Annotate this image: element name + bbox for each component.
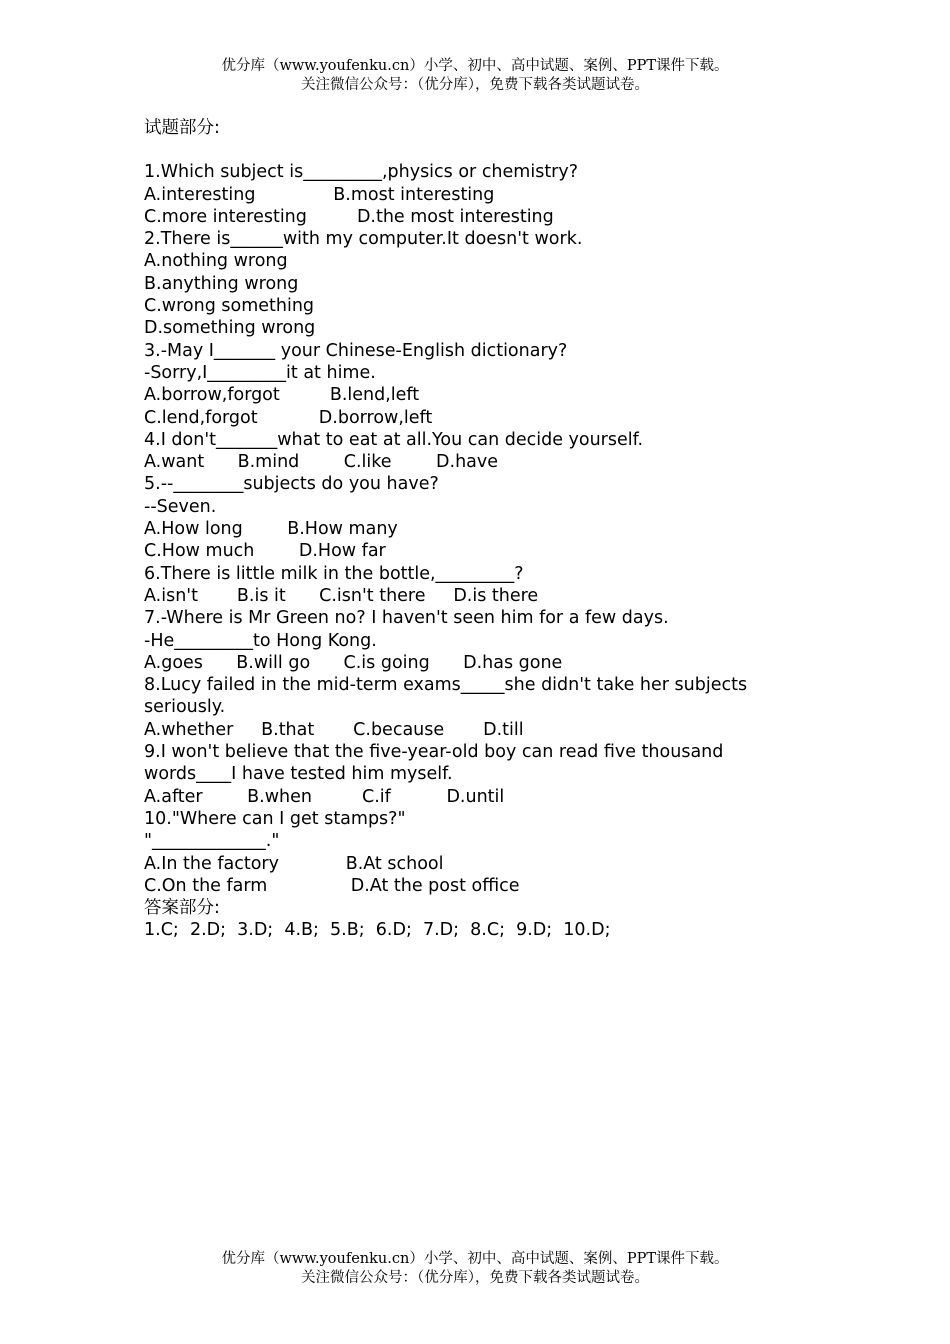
- options-line: A.interesting B.most interesting: [144, 184, 495, 205]
- options-line: A.borrow,forgot B.lend,left: [144, 385, 420, 406]
- page-header: [0, 57, 950, 95]
- options-line: A.In the factory B.At school: [144, 853, 444, 874]
- question-line: "_____________.": [144, 831, 280, 852]
- options-line: A.after B.when C.if D.until: [144, 786, 505, 807]
- footer-line-1: 优分库（www.youfenku.cn）小学、初中、高中试题、案例、PPT课件下载。: [221, 1251, 729, 1267]
- question-line: 1.Which subject is_________,physics or chemistry?: [144, 162, 579, 183]
- options-line: A.goes B.will go C.is going D.has gone: [144, 652, 563, 673]
- question-line: 10."Where can I get stamps?": [144, 808, 406, 829]
- question-line: 6.There is little milk in the bottle,_________?: [144, 563, 524, 584]
- options-line: A.nothing wrong: [144, 251, 288, 272]
- options-line: A.whether B.that C.because D.till: [144, 719, 524, 740]
- question-line: -Sorry,I_________it at hime.: [144, 362, 376, 383]
- question-list: [144, 161, 824, 897]
- options-line: C.wrong something: [144, 296, 315, 317]
- options-line: C.more interesting D.the most interesting: [144, 206, 554, 227]
- question-line: 2.There is______with my computer.It doesn't work.: [144, 229, 583, 250]
- question-line: 3.-May I_______ your Chinese-English dictionary?: [144, 340, 568, 361]
- page-footer: [0, 1250, 950, 1288]
- document-body: [144, 117, 824, 942]
- header-line-2: 关注微信公众号：（优分库），免费下载各类试题试卷。: [301, 77, 649, 93]
- options-line: D.something wrong: [144, 318, 316, 339]
- options-line: A.isn't B.is it C.isn't there D.is there: [144, 585, 539, 606]
- options-line: A.How long B.How many: [144, 519, 398, 540]
- options-line: A.want B.mind C.like D.have: [144, 452, 499, 473]
- answer-key: 1.C; 2.D; 3.D; 4.B; 5.B; 6.D; 7.D; 8.C; 9.D; 10.D;: [144, 920, 611, 941]
- answers-section-title: 答案部分:: [144, 898, 220, 919]
- questions-section-title: 试题部分:: [144, 118, 220, 138]
- question-line: words____I have tested him myself.: [144, 764, 453, 785]
- question-line: --Seven.: [144, 496, 217, 517]
- question-line: seriously.: [144, 697, 226, 718]
- question-line: 4.I don't_______what to eat at all.You can decide yourself.: [144, 429, 644, 450]
- footer-line-2: 关注微信公众号：（优分库），免费下载各类试题试卷。: [301, 1270, 649, 1286]
- question-line: 5.--________subjects do you have?: [144, 474, 439, 495]
- question-line: 7.-Where is Mr Green no? I haven't seen him for a few days.: [144, 608, 669, 629]
- options-line: C.On the farm D.At the post office: [144, 875, 520, 896]
- question-line: 9.I won't believe that the five-year-old boy can read five thousand: [144, 742, 724, 763]
- header-line-1: 优分库（www.youfenku.cn）小学、初中、高中试题、案例、PPT课件下载。: [221, 58, 729, 74]
- question-line: 8.Lucy failed in the mid-term exams_____she didn't take her subjects: [144, 675, 748, 696]
- question-line: -He_________to Hong Kong.: [144, 630, 377, 651]
- options-line: C.lend,forgot D.borrow,left: [144, 407, 433, 428]
- options-line: B.anything wrong: [144, 273, 299, 294]
- options-line: C.How much D.How far: [144, 541, 386, 562]
